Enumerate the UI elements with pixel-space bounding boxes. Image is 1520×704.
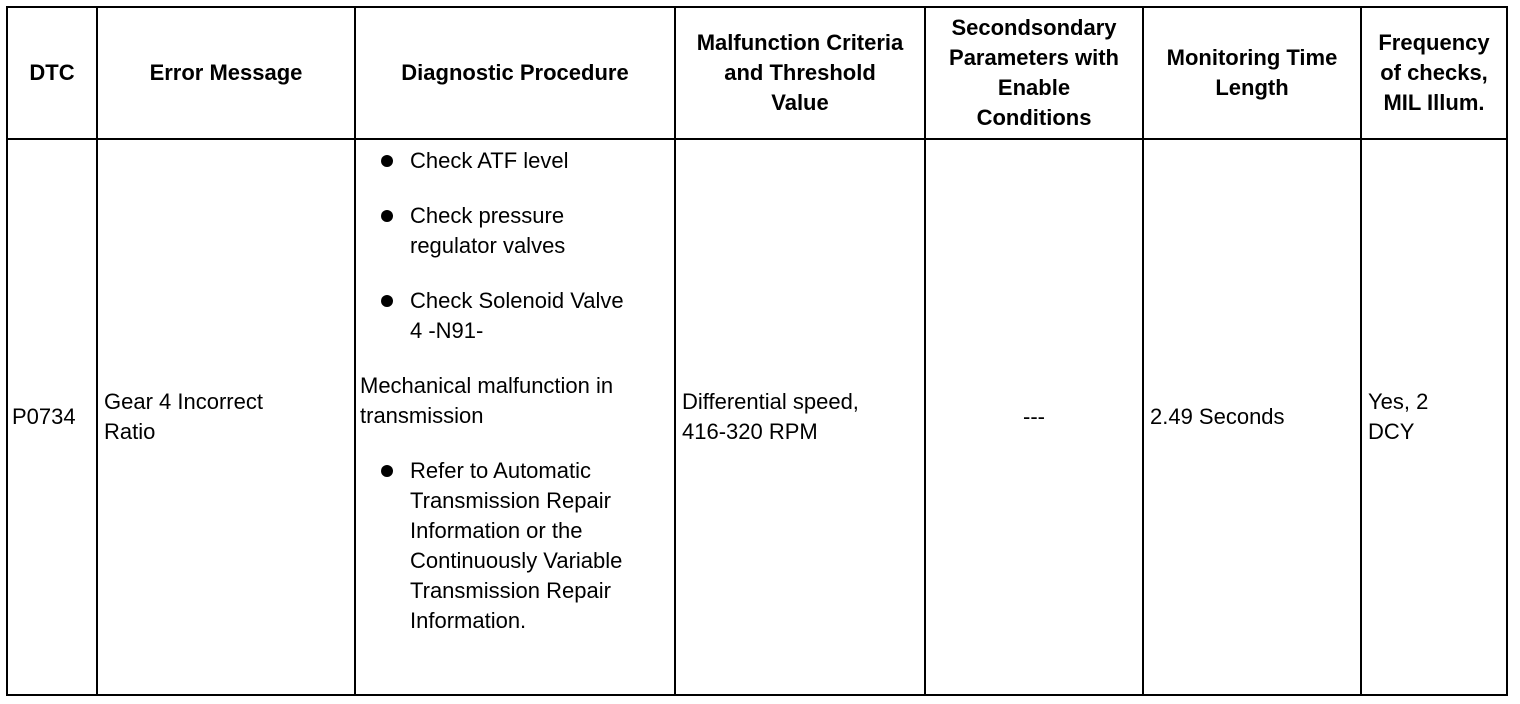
table-row [7,139,1507,695]
bullet-icon [381,295,393,307]
cell-dtc: P0734 [7,139,97,695]
bullet-icon [381,155,393,167]
cell-diagnostic-procedure [355,139,675,695]
procedure-step-text: Check Solenoid Valve 4 -N91- [410,288,624,343]
procedure-step-text: Refer to Automatic Transmission Repair Information or the Continuously Variable Transmission Repair Information. [410,458,623,633]
list-item [360,286,670,346]
dtc-table [6,6,1508,696]
dtc-table-container [6,6,1506,696]
procedure-step-text: Check pressure regulator valves [410,203,566,258]
cell-error-message: Gear 4 Incorrect Ratio [97,139,355,695]
header-malfunction-criteria: Malfunction Criteria and Threshold Value [675,7,925,139]
list-item [360,201,670,261]
bullet-icon [381,210,393,222]
cell-frequency: Yes, 2 DCY [1361,139,1507,695]
header-dtc: DTC [7,7,97,139]
header-secondary-parameters: Secondsondary Parameters with Enable Conditions [925,7,1143,139]
header-frequency: Frequency of checks, MIL Illum. [1361,7,1507,139]
procedure-steps-second [360,456,670,636]
list-item [360,146,670,176]
bullet-icon [381,465,393,477]
cell-monitoring-time: 2.49 Seconds [1143,139,1361,695]
cell-malfunction-criteria: Differential speed, 416-320 RPM [675,139,925,695]
procedure-step-text: Check ATF level [410,148,569,173]
list-item [360,456,670,636]
cell-secondary-parameters: --- [925,139,1143,695]
header-diagnostic-procedure: Diagnostic Procedure [355,7,675,139]
procedure-note: Mechanical malfunction in transmission [360,373,614,428]
header-monitoring-time: Monitoring Time Length [1143,7,1361,139]
header-row [7,7,1507,139]
procedure-steps-first [360,146,670,346]
header-error-message: Error Message [97,7,355,139]
